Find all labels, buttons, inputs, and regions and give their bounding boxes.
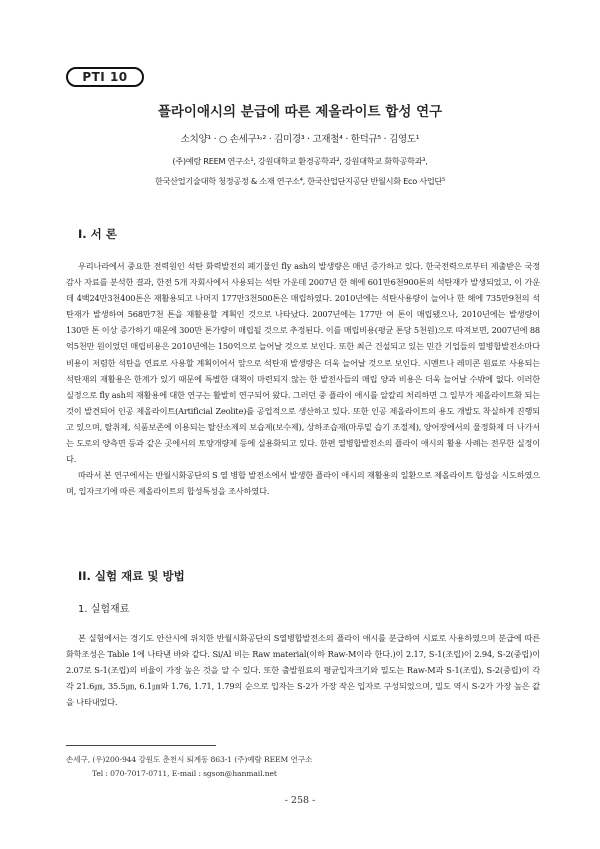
section-heading-introduction: I. 서 론 xyxy=(78,227,117,241)
body-paragraph: 본 실험에서는 경기도 안산시에 위치한 반월시화공단의 S열병합발전소의 플라이 애시를 분급하여 시료로 사용하였으며 분급에 따른 화학조성은 Table 1에 나타낸 바와 같다. Si/Al 비는 Raw material(이하 Raw-M이라 한다.)이 2.17, S-1(조립)이 2.94, S-2(중립)이 2.07로 S-1(조립)의 비율이 가장 높은 것을 알 수 있다. 또한 출발원료의 평균입자크기와 밀도는 Raw-M과 S-1(조립), S-2(중립)이 각각 21.6㎛, 35.5㎛, 6.1㎛와 1.76, 1.71, 1.79의 순으로 입자는 S-2가 가장 작은 입자로 구성되었으며, 밀도 역시 S-2가 가장 높은 값을 나타내었다. xyxy=(66,633,540,708)
author-list: 소치양¹ · ○ 손세구¹˒² · 김미경³ · 고재철⁴ · 한덕규⁵ · 김영도¹ xyxy=(180,134,420,145)
body-paragraph: 따라서 본 연구에서는 반월시화공단의 S 열 병합 발전소에서 발생한 플라이 애시의 재활용의 일환으로 제올라이트 합성을 시도하였으며, 입자크기에 따른 제올라이트의 합성특성을 조사하였다. xyxy=(66,470,540,497)
session-badge: PTI 10 xyxy=(66,67,144,87)
materials-body xyxy=(66,630,540,710)
section-heading-methods: II. 실험 재료 및 방법 xyxy=(78,569,185,583)
introduction-body xyxy=(66,258,540,499)
footnote-divider xyxy=(66,745,216,746)
page-number: - 258 - xyxy=(284,795,316,806)
affiliation-line: (주)예람 REEM 연구소¹, 강원대학교 환경공학과², 강원대학교 화학공학과³, xyxy=(172,156,428,166)
footnote-address: 손세구, (우)200-944 강원도 춘천시 퇴계동 863-1 (주)예람 REEM 연구소 xyxy=(66,755,313,764)
paper-title: 플라이애시의 분급에 따른 제올라이트 합성 연구 xyxy=(157,104,443,120)
body-paragraph: 우리나라에서 중요한 전력원인 석탄 화력발전의 폐기물인 fly ash의 발생량은 매년 증가하고 있다. 한국전력으로부터 제출받은 국정감사 자료를 분석한 결과, 한전 5개 자회사에서 사용되는 석탄 가운데 2007년 한 해에 601만6천900톤의 석탄재가 발생되었고, 이 가운데 4백24만3천400톤은 재활용되고 나머지 177만3천500톤은 매립하였다. 2010년에는 석탄사용량이 늘어나 한 해에 735만9천의 석탄재가 발생하여 568만7천 톤을 재활용할 계획인 것으로 나타났다. 2007년에는 177만 여 톤이 매립됐으나, 2010년에는 발생량이 130만 톤 이상 증가하기 때문에 300만 톤가량이 매립될 것으로 추정된다. 이를 매립비용(평균 톤당 5천원)으로 따져보면, 2007년에 88억5천만 원이었던 매립비용은 2010년에는 150억으로 늘어날 것으로 보인다. 또한 최근 건설되고 있는 민간 기업들의 열병합발전소마다 비용이 저렴한 석탄을 연료로 사용할 계획이어서 앞으로 석탄재 발생량은 더욱 늘어날 것으로 보인다. 시멘트나 레미콘 원료로 사용되는 석탄재의 재활용은 한계가 있기 때문에 특별한 대책이 마련되지 않는 한 발전사들의 매립 양과 비용은 더욱 늘어날 수밖에 없다. 이러한 실정으로 fly ash의 재활용에 대한 연구는 활발히 연구되어 왔다. 그러던 중 플라이 애시를 알칼리 처리하면 그 일부가 제올라이트화 되는 것이 발견되어 인공 제올라이트(Artificial Zeolite)를 공업적으로 생산하고 있다. 또한 인공 제올라이트의 용도 개발도 착실하게 진행되고 있으며, 탈취제, 식품보존에 이용되는 탈산소제의 보습제(보수제), 상하조습재(마루밑 습기 조절제), 양어장에서의 물정화제 더 나가서는 도로의 양측면 등과 같은 곳에서의 토양개량제 등에 실용화되고 있다. 한편 열병합발전소의 플라이 애시의 활용 사례는 전무한 실정이다. xyxy=(66,261,540,465)
footnote-contact: Tel : 070-7017-0711, E-mail : sgson@hanmail.net xyxy=(92,769,277,778)
affiliation-line: 한국산업기술대학 청정공정 & 소재 연구소⁴, 한국산업단지공단 반월시화 Eco 사업단⁵ xyxy=(154,176,446,186)
subsection-heading-materials: 1. 실험재료 xyxy=(78,604,130,615)
